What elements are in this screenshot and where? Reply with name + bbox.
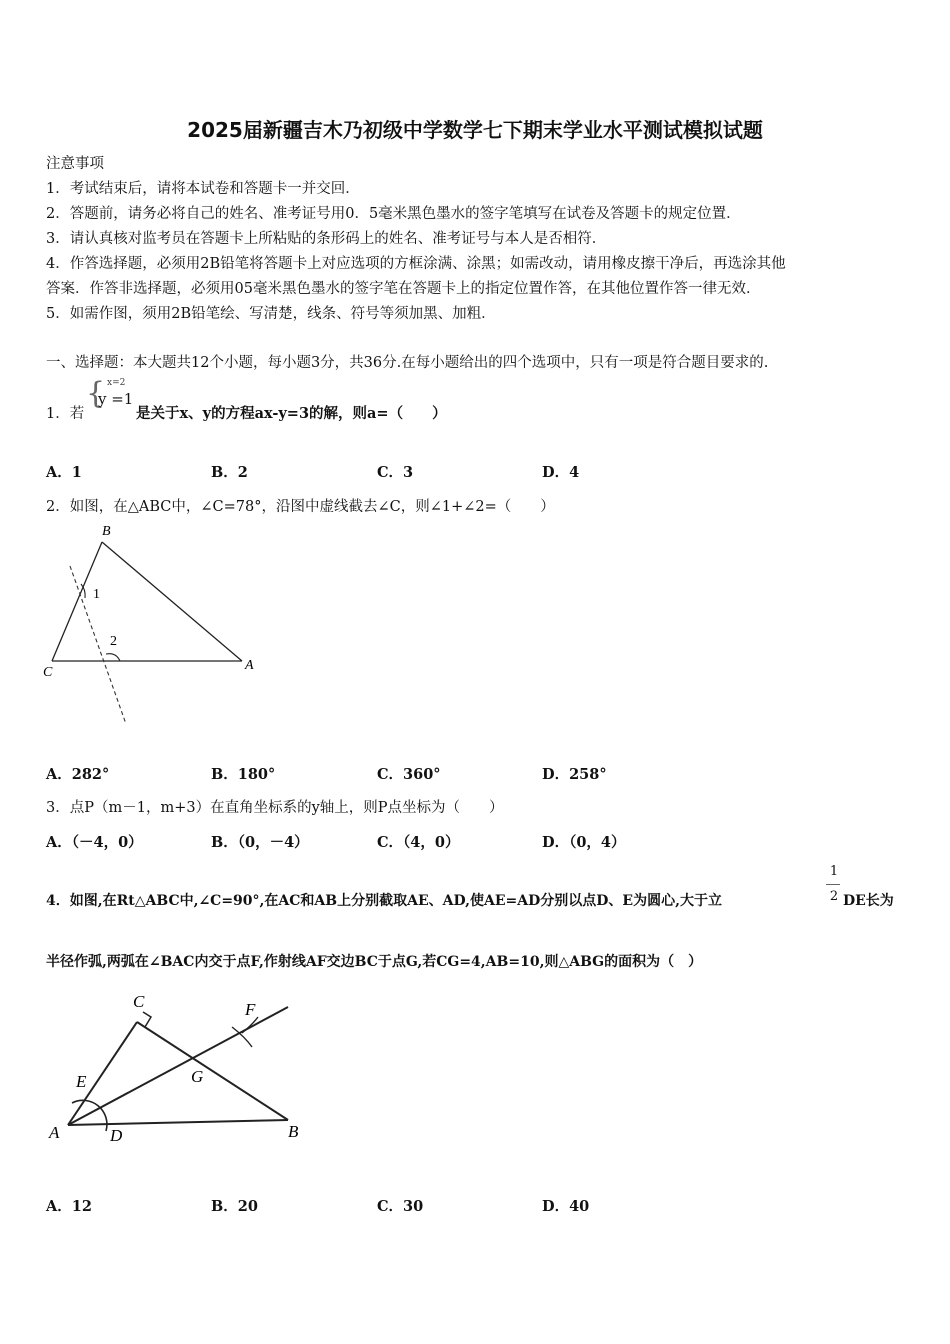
q4-label-d: D	[110, 1126, 123, 1145]
q2-label-2: 2	[110, 634, 117, 649]
q4-option-c: C．30	[377, 1198, 424, 1215]
q1-option-b: B．2	[211, 464, 248, 481]
q4-option-b: B．20	[211, 1198, 258, 1215]
q3-option-c: C．（4，0）	[377, 834, 460, 851]
q4-label-e: E	[76, 1072, 87, 1091]
notice-item: 3．请认真核对监考员在答题卡上所粘贴的条形码上的姓名、准考证号与本人是否相符．	[46, 231, 607, 247]
q2-option-b: B．180°	[211, 766, 276, 783]
page-title: 2025届新疆吉木乃初级中学数学七下期末学业水平测试模拟试题	[187, 118, 763, 142]
q1-text: 是关于x、y的方程ax-y=3的解，则a=（ ）	[136, 405, 447, 422]
q3-text: 3．点P（m－1，m+3）在直角坐标系的y轴上，则P点坐标为（ ）	[46, 800, 504, 816]
q2-option-c: C．360°	[377, 766, 441, 783]
q1-option-d: D．4	[542, 464, 580, 481]
q4-text-line2: 半径作弧,两弧在∠BAC内交于点F,作射线AF交边BC于点G,若CG=4,AB=10,则△ABG的面积为（ ）	[46, 954, 703, 970]
q4-option-a: A．12	[46, 1198, 92, 1215]
q2-angle2-arc	[106, 654, 120, 661]
notice-item: 1．考试结束后，请将本试卷和答题卡一并交回．	[46, 181, 360, 197]
q1-system-bottom: y =1	[98, 390, 134, 408]
q2-label-a: A	[245, 658, 254, 673]
q2-side-ba	[102, 542, 242, 661]
q3-option-b: B．（0，－4）	[211, 834, 309, 851]
q1-option-c: C．3	[377, 464, 414, 481]
q4-ray-af	[68, 1007, 288, 1125]
q2-label-b: B	[102, 524, 111, 539]
q4-label-a: A	[49, 1123, 60, 1142]
q1-number: 1．若	[46, 406, 85, 422]
q4-label-b: B	[288, 1122, 299, 1141]
q4-option-d: D．40	[542, 1198, 590, 1215]
q4-label-f: F	[245, 1000, 256, 1019]
q2-label-c: C	[43, 665, 53, 680]
q3-option-a: A．（－4，0）	[46, 834, 143, 851]
q1-system-top: x=2	[107, 378, 126, 388]
notice-item: 答案．作答非选择题，必须用05毫米黑色墨水的签字笔在答题卡上的指定位置作答，在其他位置作答一律无效．	[46, 281, 761, 297]
notice-item: 4．作答选择题，必须用2B铅笔将答题卡上对应选项的方框涂满、涂黑；如需改动，请用橡皮擦干净后，再选涂其他	[46, 256, 786, 272]
q2-triangle-figure	[40, 518, 270, 728]
notice-item: 5．如需作图，须用2B铅笔绘、写清楚，线条、符号等须加黑、加粗．	[46, 306, 496, 322]
section-heading: 一、选择题：本大题共12个小题，每小题3分，共36分.在每小题给出的四个选项中，只有一项是符合题目要求的.	[46, 355, 769, 371]
q4-label-c: C	[133, 992, 145, 1011]
q4-compass-arc	[72, 1100, 107, 1131]
q2-option-a: A．282°	[46, 766, 110, 783]
q4-fraction-denominator: 2	[829, 889, 839, 904]
q4-fraction-bar	[826, 884, 840, 885]
q4-text-part1: 4．如图,在Rt△ABC中,∠C=90°,在AC和AB上分别截取AE、AD,使AE=AD分别以点D、E为圆心,大于立	[46, 893, 722, 909]
q4-side-ab	[68, 1120, 288, 1125]
q2-option-d: D．258°	[542, 766, 607, 783]
q1-option-a: A．1	[46, 464, 82, 481]
q4-side-cb	[137, 1022, 288, 1120]
q1-brace-icon: {	[86, 376, 106, 411]
q2-label-1: 1	[93, 587, 100, 602]
q4-right-angle-mark	[143, 1012, 151, 1027]
q3-option-d: D．（0，4）	[542, 834, 626, 851]
q4-fraction-numerator: 1	[829, 864, 839, 879]
q4-arc-f1	[232, 1027, 252, 1047]
q4-triangle-figure	[40, 985, 310, 1150]
q4-text-part2: DE长为	[843, 893, 894, 909]
q4-label-g: G	[191, 1067, 204, 1086]
notice-heading: 注意事项	[46, 156, 104, 172]
q2-text: 2．如图，在△ABC中，∠C=78°，沿图中虚线截去∠C，则∠1+∠2=（ ）	[46, 499, 555, 515]
notice-item: 2．答题前，请务必将自己的姓名、准考证号用0．5毫米黑色墨水的签字笔填写在试卷及答题卡的规定位置．	[46, 206, 741, 222]
